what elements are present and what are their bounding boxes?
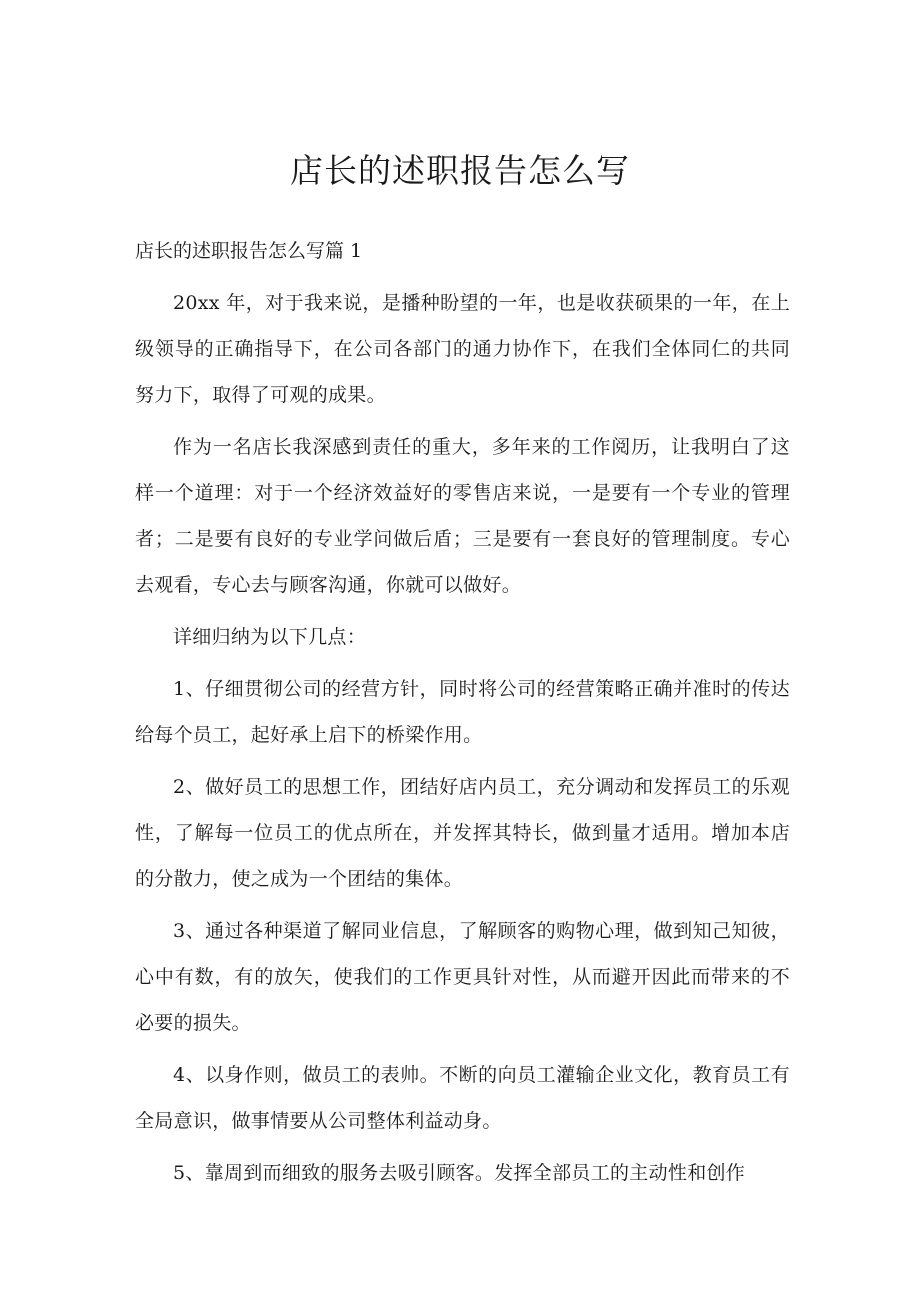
paragraph-intro: 20xx 年，对于我来说，是播种盼望的一年，也是收获硕果的一年，在上级领导的正确指导下，在公司各部门的通力协作下，在我们全体同仁的共同努力下，取得了可观的成果。 — [135, 292, 790, 406]
document-title: 店长的述职报告怎么写 — [290, 151, 630, 190]
list-item-3: 3、通过各种渠道了解同业信息，了解顾客的购物心理，做到知己知彼，心中有数，有的放矢，使我们的工作更具针对性，从而避开因此而带来的不必要的损失。 — [135, 920, 790, 1034]
list-item-1: 1、仔细贯彻公司的经营方针，同时将公司的经营策略正确并准时的传达给每个员工，起好承上启下的桥梁作用。 — [135, 678, 790, 746]
list-item-2: 2、做好员工的思想工作，团结好店内员工，充分调动和发挥员工的乐观性，了解每一位员工的优点所在，并发挥其特长，做到量才适用。增加本店的分散力，使之成为一个团结的集体。 — [135, 776, 790, 890]
paragraph-summary-lead: 详细归纳为以下几点： — [173, 626, 367, 648]
list-item-4: 4、以身作则，做员工的表帅。不断的向员工灌输企业文化，教育员工有全局意识，做事情要从公司整体利益动身。 — [135, 1064, 790, 1132]
section-heading: 店长的述职报告怎么写篇 1 — [135, 240, 363, 262]
paragraph-responsibility: 作为一名店长我深感到责任的重大，多年来的工作阅历，让我明白了这样一个道理：对于一个经济效益好的零售店来说，一是要有一个专业的管理者；二是要有良好的专业学问做后盾；三是要有一套良好的管理制度。专心去观看，专心去与顾客沟通，你就可以做好。 — [135, 436, 790, 596]
document-body — [135, 280, 790, 1202]
list-item-5: 5、靠周到而细致的服务去吸引顾客。发挥全部员工的主动性和创作 — [173, 1162, 746, 1184]
